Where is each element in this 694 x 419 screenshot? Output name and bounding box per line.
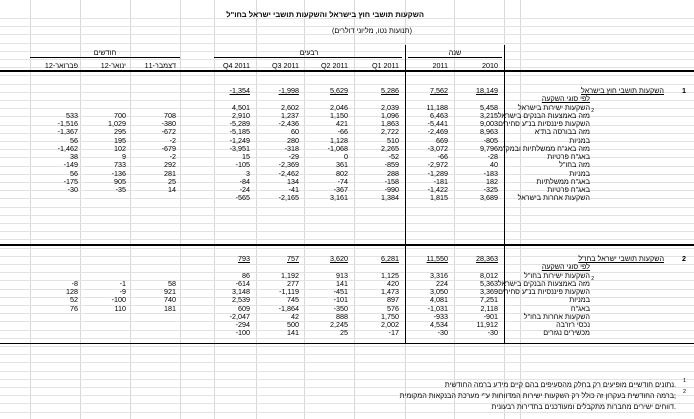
table-cell: 280 — [287, 136, 299, 145]
grid-hline — [0, 338, 694, 339]
table-cell: -30 — [487, 328, 498, 337]
row-label: מזה בבורסה בת"א — [534, 127, 590, 136]
table-cell: 2,002 — [381, 320, 399, 329]
table-cell: 4,501 — [232, 103, 250, 112]
table-cell: -2 — [169, 136, 176, 145]
group-underline-quarterly — [214, 57, 402, 58]
row-label: השקעות פיננסיות בנ"ע סחירים — [498, 287, 590, 296]
grid-hline — [0, 354, 694, 355]
table-cell: -3,951 — [229, 144, 250, 153]
table-cell: 1,384 — [381, 193, 399, 202]
table-cell: 8,012 — [480, 271, 498, 280]
table-cell: 1,473 — [381, 287, 399, 296]
table-cell: -136 — [111, 169, 126, 178]
table-cell: -1,249 — [229, 136, 250, 145]
table-bottom-rule — [0, 343, 694, 344]
row-label: במניות — [569, 136, 590, 145]
table-cell: 897 — [387, 295, 399, 304]
table-cell: -679 — [161, 144, 176, 153]
table-cell: 802 — [336, 169, 348, 178]
table-cell: -1,462 — [57, 144, 78, 153]
table-cell: 6,281 — [381, 254, 399, 263]
row-label: השקעות פיננסיות בנ"ע סחירים — [498, 119, 590, 128]
table-cell: 5,629 — [330, 86, 348, 95]
column-header: Q2 2011 — [320, 61, 348, 70]
table-cell: 1,237 — [281, 111, 299, 120]
group-annual: שנה — [448, 48, 462, 57]
table-cell: 295 — [114, 127, 126, 136]
table-cell: -183 — [483, 169, 498, 178]
table-cell: -614 — [235, 279, 250, 288]
table-cell: 669 — [436, 136, 448, 145]
table-cell: 86 — [242, 271, 250, 280]
row-label: נכסי רזרבה — [556, 320, 590, 329]
table-cell: 281 — [164, 169, 176, 178]
table-cell: 8,963 — [480, 127, 498, 136]
table-cell: 5,286 — [381, 86, 399, 95]
table-cell: -17 — [388, 328, 399, 337]
table-cell: 6,463 — [430, 111, 448, 120]
table-cell: -41 — [288, 185, 299, 194]
row-label: באג"ח פרטיות — [547, 152, 590, 161]
table-cell: -2,462 — [278, 169, 299, 178]
table-cell: 1,128 — [330, 136, 348, 145]
table-cell: 1,815 — [430, 193, 448, 202]
table-cell: 533 — [66, 111, 78, 120]
table-cell: -2,972 — [427, 160, 448, 169]
table-cell: 888 — [336, 312, 348, 321]
table-cell: -380 — [161, 119, 176, 128]
table-cell: 576 — [387, 304, 399, 313]
table-cell: 2,118 — [480, 304, 498, 313]
table-cell: -29 — [288, 152, 299, 161]
section-number: 2 — [682, 254, 686, 263]
grid-hline — [0, 75, 694, 76]
table-cell: 1,150 — [330, 111, 348, 120]
table-cell: 15 — [242, 152, 250, 161]
column-header: פברואר-12 — [44, 61, 78, 70]
table-cell: 110 — [114, 304, 126, 313]
table-cell: 1,750 — [381, 312, 399, 321]
table-cell: 4,534 — [430, 320, 448, 329]
table-cell: 5,363 — [480, 279, 498, 288]
table-cell: -175 — [63, 177, 78, 186]
table-cell: -805 — [483, 136, 498, 145]
section-divider — [0, 244, 694, 246]
table-cell: 76 — [70, 304, 78, 313]
footnote-text: דווחים ישירים מחברות מתקבלים ומעודכנים בתדירות רבעונית. — [491, 402, 676, 411]
table-cell: 11,188 — [426, 103, 448, 112]
table-cell: 420 — [387, 279, 399, 288]
table-cell: -149 — [63, 160, 78, 169]
table-cell: -105 — [235, 160, 250, 169]
section-number: 1 — [682, 86, 686, 95]
table-cell: 3,689 — [480, 193, 498, 202]
grid-hline — [0, 346, 694, 347]
table-cell: -30 — [67, 185, 78, 194]
table-cell: -28 — [487, 152, 498, 161]
table-cell: 3,161 — [330, 193, 348, 202]
group-quarterly: רבעים — [299, 48, 319, 57]
table-cell: -990 — [384, 185, 399, 194]
table-cell: -859 — [384, 160, 399, 169]
table-cell: 2,039 — [381, 103, 399, 112]
table-cell: 1,029 — [108, 119, 126, 128]
column-header: Q3 2011 — [271, 61, 299, 70]
table-cell: 292 — [164, 160, 176, 169]
row-label: השקעות ישירות בישראל — [517, 103, 590, 112]
table-cell: -8 — [71, 279, 78, 288]
footnote-marker: 2 — [591, 108, 594, 114]
table-cell: -350 — [333, 304, 348, 313]
table-cell: 921 — [164, 287, 176, 296]
table-cell: 141 — [287, 328, 299, 337]
column-header: Q1 2011 — [371, 61, 399, 70]
table-cell: -3,072 — [427, 144, 448, 153]
row-label: מזה באג"ח ממשלתיות ובמק"מ — [498, 144, 590, 153]
table-cell: 793 — [238, 254, 250, 263]
row-label: במניות — [569, 169, 590, 178]
section-heading: השקעות תושבי ישראל בחו"ל — [578, 254, 664, 263]
table-cell: 42 — [291, 312, 299, 321]
group-monthly: חודשים — [93, 48, 117, 57]
grid-hline — [0, 371, 694, 372]
table-cell: 4,081 — [430, 295, 448, 304]
table-cell: -30 — [437, 328, 448, 337]
header-bottom-rule — [0, 70, 694, 72]
grid-hline — [0, 59, 694, 60]
grid-hline — [0, 412, 694, 413]
table-cell: -74 — [337, 177, 348, 186]
table-cell: 56 — [70, 169, 78, 178]
table-cell: 56 — [70, 136, 78, 145]
table-cell: 708 — [164, 111, 176, 120]
table-cell: 421 — [336, 119, 348, 128]
table-cell: -565 — [235, 193, 250, 202]
table-cell: 1,125 — [381, 271, 399, 280]
table-cell: -1,068 — [327, 144, 348, 153]
table-cell: 2,602 — [281, 103, 299, 112]
table-cell: -35 — [115, 185, 126, 194]
group-underline-annual — [408, 57, 502, 58]
table-cell: 3,369 — [480, 287, 498, 296]
table-cell: 9,003 — [480, 119, 498, 128]
table-cell: -1,119 — [279, 287, 299, 296]
table-cell: 740 — [164, 295, 176, 304]
table-cell: -52 — [388, 152, 399, 161]
table-cell: 7,251 — [480, 295, 498, 304]
footnote-text: ברמה החודשית בעקרון זה כולל רק השקעות ישירות המדווחות ע"י מערכת הבנקאות המקומית; — [399, 391, 676, 400]
table-cell: 40 — [490, 160, 498, 169]
table-cell: 3,050 — [430, 287, 448, 296]
table-cell: 5,458 — [480, 103, 498, 112]
table-cell: -2,165 — [278, 193, 299, 202]
table-cell: -933 — [433, 312, 448, 321]
table-cell: -2,369 — [278, 160, 299, 169]
row-label: במניות — [569, 295, 590, 304]
table-cell: -294 — [235, 320, 250, 329]
table-cell: 2,722 — [381, 127, 399, 136]
table-cell: 2,046 — [330, 103, 348, 112]
table-cell: -1,031 — [427, 304, 448, 313]
table-cell: 3,215 — [480, 111, 498, 120]
footnote-marker: 2 — [591, 276, 594, 282]
table-cell: -325 — [483, 185, 498, 194]
table-cell: 2,245 — [330, 320, 348, 329]
row-label: השקעות ישירות בחו"ל — [524, 271, 590, 280]
row-label: מזה באמצעות הבנקים בישראל — [497, 279, 590, 288]
table-cell: 25 — [340, 328, 348, 337]
table-cell: 181 — [164, 304, 176, 313]
grid-vline — [520, 0, 521, 419]
table-cell: -1,864 — [278, 304, 299, 313]
table-cell: 3,148 — [232, 287, 250, 296]
table-cell: 3 — [246, 169, 250, 178]
label-divider — [504, 45, 505, 343]
table-cell: -100 — [111, 295, 126, 304]
row-label: מזה בחו"ל — [559, 160, 590, 169]
table-cell: 11,912 — [476, 320, 498, 329]
table-cell: 102 — [114, 144, 126, 153]
table-cell: -367 — [333, 185, 348, 194]
table-cell: 9 — [122, 152, 126, 161]
table-cell: -9 — [119, 287, 126, 296]
table-cell: -1,422 — [427, 185, 448, 194]
section-heading: השקעות תושבי חוץ בישראל — [581, 86, 664, 95]
group-underline-monthly — [30, 57, 180, 58]
row-label: השקעות אחרות בחו"ל — [523, 312, 590, 321]
table-cell: 195 — [114, 136, 126, 145]
table-cell: -181 — [433, 177, 448, 186]
table-cell: 1,096 — [381, 111, 399, 120]
table-cell: -1,367 — [57, 127, 78, 136]
section-subheading: לפי סוגי השקעה — [541, 94, 590, 104]
table-cell: -158 — [384, 177, 399, 186]
column-header: ינואר-12 — [100, 61, 126, 70]
table-cell: 7,562 — [430, 86, 448, 95]
table-cell: -1,516 — [57, 119, 78, 128]
table-cell: 9,796 — [480, 144, 498, 153]
grid-hline — [0, 215, 694, 216]
row-label: השקעות אחרות בישראל — [517, 193, 590, 202]
table-cell: 25 — [168, 177, 176, 186]
table-cell: 2,265 — [381, 144, 399, 153]
table-cell: -901 — [483, 312, 498, 321]
row-label: מכשירים נגזרים — [543, 328, 590, 337]
table-cell: -1 — [119, 279, 126, 288]
table-cell: -1,354 — [229, 86, 250, 95]
table-title: השקעות תושבי חוץ בישראל והשקעות תושבי ישראל בחו"ל — [226, 10, 424, 19]
table-cell: -1,998 — [278, 86, 299, 95]
table-cell: 609 — [238, 304, 250, 313]
table-cell: -1,289 — [427, 169, 448, 178]
footnote-text: נתונים חודשיים מופיעים רק בחלק מהסעיפים בהם קיים מידע ברמה החודשית. — [444, 380, 676, 389]
table-cell: 700 — [114, 111, 126, 120]
table-cell: -66 — [437, 152, 448, 161]
column-header: Q4 2011 — [222, 61, 250, 70]
grid-vline — [180, 0, 181, 419]
table-cell: 38 — [70, 152, 78, 161]
grid-vline — [30, 0, 31, 419]
table-cell: 288 — [387, 169, 399, 178]
table-cell: -2 — [169, 152, 176, 161]
table-cell: 28,363 — [476, 254, 498, 263]
table-cell: 182 — [486, 177, 498, 186]
table-cell: 733 — [114, 160, 126, 169]
grid-hline — [0, 239, 694, 240]
table-cell: 757 — [287, 254, 299, 263]
table-cell: -101 — [333, 295, 348, 304]
table-cell: -2,047 — [229, 312, 250, 321]
table-cell: 3,316 — [430, 271, 448, 280]
row-label: באג"ח פרטיות — [547, 185, 590, 194]
table-cell: 3,620 — [330, 254, 348, 263]
table-cell: -66 — [337, 127, 348, 136]
table-cell: 0 — [344, 152, 348, 161]
grid-hline — [0, 207, 694, 208]
table-cell: 2,539 — [232, 295, 250, 304]
row-label: באג"ח ממשלתיות — [536, 177, 590, 186]
table-cell: -5,289 — [229, 119, 250, 128]
table-subtitle: (תנועות נטו, מליוני דולרים) — [332, 26, 412, 35]
table-cell: -5,185 — [229, 127, 250, 136]
table-cell: -5,441 — [427, 119, 448, 128]
table-cell: 500 — [287, 320, 299, 329]
table-cell: 18,149 — [476, 86, 498, 95]
table-cell: -2,469 — [427, 127, 448, 136]
table-cell: -24 — [239, 185, 250, 194]
table-cell: -84 — [239, 177, 250, 186]
table-cell: 52 — [70, 295, 78, 304]
table-cell: 60 — [291, 127, 299, 136]
table-cell: 58 — [168, 279, 176, 288]
table-cell: -2,436 — [278, 119, 299, 128]
row-label: מזה באמצעות הבנקים בישראל — [497, 111, 590, 120]
table-cell: -318 — [284, 144, 299, 153]
table-cell: 2,910 — [232, 111, 250, 120]
table-cell: 11,550 — [426, 254, 448, 263]
table-cell: 361 — [336, 160, 348, 169]
footnote-number: 2 — [683, 389, 687, 395]
table-cell: 1,192 — [281, 271, 299, 280]
section-subheading: לפי סוגי השקעה — [541, 262, 590, 272]
column-header: דצמבר-11 — [144, 61, 176, 70]
table-cell: 141 — [336, 279, 348, 288]
table-cell: 905 — [114, 177, 126, 186]
table-cell: 134 — [287, 177, 299, 186]
grid-hline — [0, 84, 694, 85]
row-label: באג"ח — [570, 304, 590, 313]
table-cell: 510 — [387, 136, 399, 145]
grid-hline — [0, 223, 694, 224]
grid-hline — [0, 248, 694, 249]
grid-hline — [0, 231, 694, 232]
column-header: 2011 — [432, 61, 448, 70]
table-cell: 1,863 — [381, 119, 399, 128]
table-cell: 745 — [287, 295, 299, 304]
table-cell: -672 — [161, 127, 176, 136]
table-cell: 277 — [287, 279, 299, 288]
table-cell: 14 — [168, 185, 176, 194]
table-cell: 224 — [436, 279, 448, 288]
table-cell: -451 — [333, 287, 348, 296]
column-header: 2010 — [482, 61, 498, 70]
table-cell: 913 — [336, 271, 348, 280]
table-cell: -100 — [235, 328, 250, 337]
grid-hline — [0, 362, 694, 363]
grid-hline — [0, 43, 694, 44]
table-cell: 128 — [66, 287, 78, 296]
footnote-number: 1 — [683, 378, 687, 384]
